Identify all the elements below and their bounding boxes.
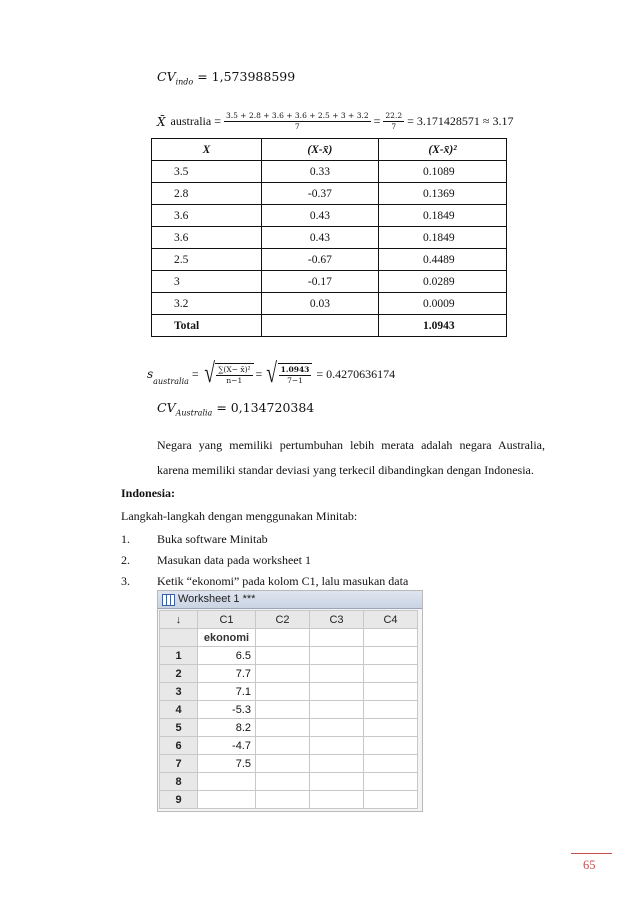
cell-squared: 0.1089 [378,161,506,183]
row-number[interactable]: 3 [160,683,198,701]
cell-x: 3.6 [152,227,262,249]
data-cell[interactable] [256,647,310,665]
cell-deviation: -0.17 [261,271,378,293]
worksheet-title-bar [158,591,422,609]
table-total-row [152,315,507,337]
row-number[interactable]: 6 [160,737,198,755]
data-cell[interactable] [310,719,364,737]
row-number[interactable]: 7 [160,755,198,773]
cell-deviation: -0.67 [261,249,378,271]
data-cell[interactable] [364,737,418,755]
conclusion-line-1: Negara yang memiliki pertumbuhan lebih merata adalah negara Australia, [157,438,545,452]
s-den1: n−1 [226,375,243,385]
data-cell[interactable] [364,791,418,809]
total-empty [261,315,378,337]
sqrt-1 [202,360,254,388]
table-row [152,205,507,227]
data-cell[interactable] [256,737,310,755]
row-number[interactable]: 4 [160,701,198,719]
worksheet-name-row [160,629,418,647]
data-cell[interactable] [310,773,364,791]
column-header-c1[interactable]: C1 [198,611,256,629]
data-cell[interactable] [310,701,364,719]
step-text: Ketik “ekonomi” pada kolom C1, lalu masukan data [157,574,409,588]
data-cell[interactable]: 7.7 [198,665,256,683]
column-name-cell[interactable] [310,629,364,647]
data-cell[interactable] [364,755,418,773]
column-header-c2[interactable]: C2 [256,611,310,629]
sqrt-2 [264,360,312,388]
sort-arrow-icon[interactable]: ↓ [160,611,198,629]
cell-squared: 0.1849 [378,205,506,227]
column-header-c4[interactable]: C4 [364,611,418,629]
s-eq: = [191,366,199,381]
cell-deviation: -0.37 [261,183,378,205]
column-name-cell[interactable]: ekonomi [198,629,256,647]
s-den2: 7−1 [287,375,303,385]
data-cell[interactable] [256,665,310,683]
row-number[interactable]: 8 [160,773,198,791]
row-number[interactable]: 9 [160,791,198,809]
conclusion-line-2: karena memiliki standar deviasi yang terkecil dibandingkan dengan Indonesia. [157,463,534,477]
cv-australia-line [157,400,314,418]
total-label: Total [152,315,262,337]
data-cell[interactable] [310,647,364,665]
s-num2: 1.0943 [280,364,310,374]
mean-fraction-2 [383,111,404,132]
data-cell[interactable]: -5.3 [198,701,256,719]
table-row [152,293,507,315]
row-number[interactable]: 2 [160,665,198,683]
mean-denominator: 7 [294,122,300,131]
mean-frac2-den: 7 [391,122,397,131]
column-header-c3[interactable]: C3 [310,611,364,629]
total-value: 1.0943 [378,315,506,337]
sqrt-sign-icon: √ [203,358,215,389]
section-heading: Indonesia: [121,486,176,500]
row-number[interactable]: 1 [160,647,198,665]
table-row [152,183,507,205]
data-cell[interactable] [364,665,418,683]
worksheet-row [160,665,418,683]
cell-x: 3 [152,271,262,293]
data-cell[interactable] [310,755,364,773]
data-cell[interactable] [256,755,310,773]
cv-symbol: CV [157,400,176,415]
cell-x: 3.2 [152,293,262,315]
worksheet-row [160,683,418,701]
data-cell[interactable]: 6.5 [198,647,256,665]
data-cell[interactable] [198,773,256,791]
page-number: 65 [583,858,596,872]
worksheet-row [160,773,418,791]
step-text: Buka software Minitab [157,532,268,546]
data-cell[interactable] [364,773,418,791]
s-num1: ∑(X− x̄)² [218,364,251,374]
cell-squared: 0.1849 [378,227,506,249]
data-cell[interactable] [198,791,256,809]
worksheet-column-header-row [160,611,418,629]
table-row [152,249,507,271]
cell-deviation: 0.43 [261,205,378,227]
cell-x: 2.8 [152,183,262,205]
data-cell[interactable] [256,683,310,701]
data-cell[interactable] [310,737,364,755]
table-row [152,161,507,183]
data-cell[interactable] [310,665,364,683]
mean-fraction [224,111,371,132]
cell-x: 3.5 [152,161,262,183]
cell-squared: 0.0009 [378,293,506,315]
header-x: X [152,139,262,161]
data-cell[interactable] [364,719,418,737]
data-cell[interactable] [256,773,310,791]
s-eq2: = [255,366,263,381]
cell-deviation: 0.33 [261,161,378,183]
worksheet-row [160,791,418,809]
cv-subscript: Australia [175,408,213,418]
mean-formula [157,111,513,132]
data-cell[interactable] [256,791,310,809]
mean-frac2-num: 22.2 [385,111,403,120]
table-row [152,227,507,249]
mean-numerator: 3.5 + 2.8 + 3.6 + 3.6 + 2.5 + 3 + 3.2 [225,111,369,120]
std-dev-formula [147,360,395,388]
s-result: = 0.4270636174 [316,366,396,381]
data-cell[interactable] [256,701,310,719]
cell-deviation: 0.43 [261,227,378,249]
table-header-row [152,139,507,161]
cell-x: 3.6 [152,205,262,227]
table-row [152,271,507,293]
cell-x: 2.5 [152,249,262,271]
cv-symbol: CV [157,69,176,84]
mean-eq: = [373,114,381,128]
worksheet-icon [162,594,175,606]
worksheet-row [160,647,418,665]
column-name-cell[interactable] [256,629,310,647]
mean-symbol: X̄ [157,114,166,129]
step-number: 3. [121,574,130,588]
worksheet-row [160,719,418,737]
data-cell[interactable] [364,701,418,719]
name-row-header [160,629,198,647]
data-cell[interactable] [256,719,310,737]
section-intro: Langkah-langkah dengan menggunakan Minitab: [121,509,358,523]
cell-squared: 0.0289 [378,271,506,293]
s-subscript: australia [153,377,189,386]
cell-squared: 0.1369 [378,183,506,205]
cv-indo-value: = 1,573988599 [197,69,296,84]
sqrt-sign-icon: √ [266,358,278,389]
worksheet-row [160,701,418,719]
cv-australia-value: = 0,134720384 [216,400,315,415]
cell-squared: 0.4489 [378,249,506,271]
worksheet-grid [159,610,418,809]
cv-indo-line [157,69,295,87]
mean-label: australia = [170,114,221,128]
data-cell[interactable]: 7.5 [198,755,256,773]
header-deviation-squared: (X-x̄)² [378,139,506,161]
data-cell[interactable]: -4.7 [198,737,256,755]
data-cell[interactable] [364,683,418,701]
s-symbol: s [147,367,154,381]
worksheet-row [160,755,418,773]
minitab-worksheet [157,590,423,812]
deviation-table [151,138,507,337]
cell-deviation: 0.03 [261,293,378,315]
worksheet-title: Worksheet 1 *** [178,593,256,605]
page-number-rule [571,853,612,854]
column-name-cell[interactable] [364,629,418,647]
cv-subscript: indo [175,77,194,87]
row-number[interactable]: 5 [160,719,198,737]
data-cell[interactable] [364,647,418,665]
data-cell[interactable] [310,791,364,809]
data-cell[interactable]: 8.2 [198,719,256,737]
mean-result: = 3.171428571 ≈ 3.17 [407,114,514,128]
step-text: Masukan data pada worksheet 1 [157,553,311,567]
data-cell[interactable]: 7.1 [198,683,256,701]
step-number: 2. [121,553,130,567]
data-cell[interactable] [310,683,364,701]
worksheet-row [160,737,418,755]
step-number: 1. [121,532,130,546]
header-deviation: (X-x̄) [261,139,378,161]
